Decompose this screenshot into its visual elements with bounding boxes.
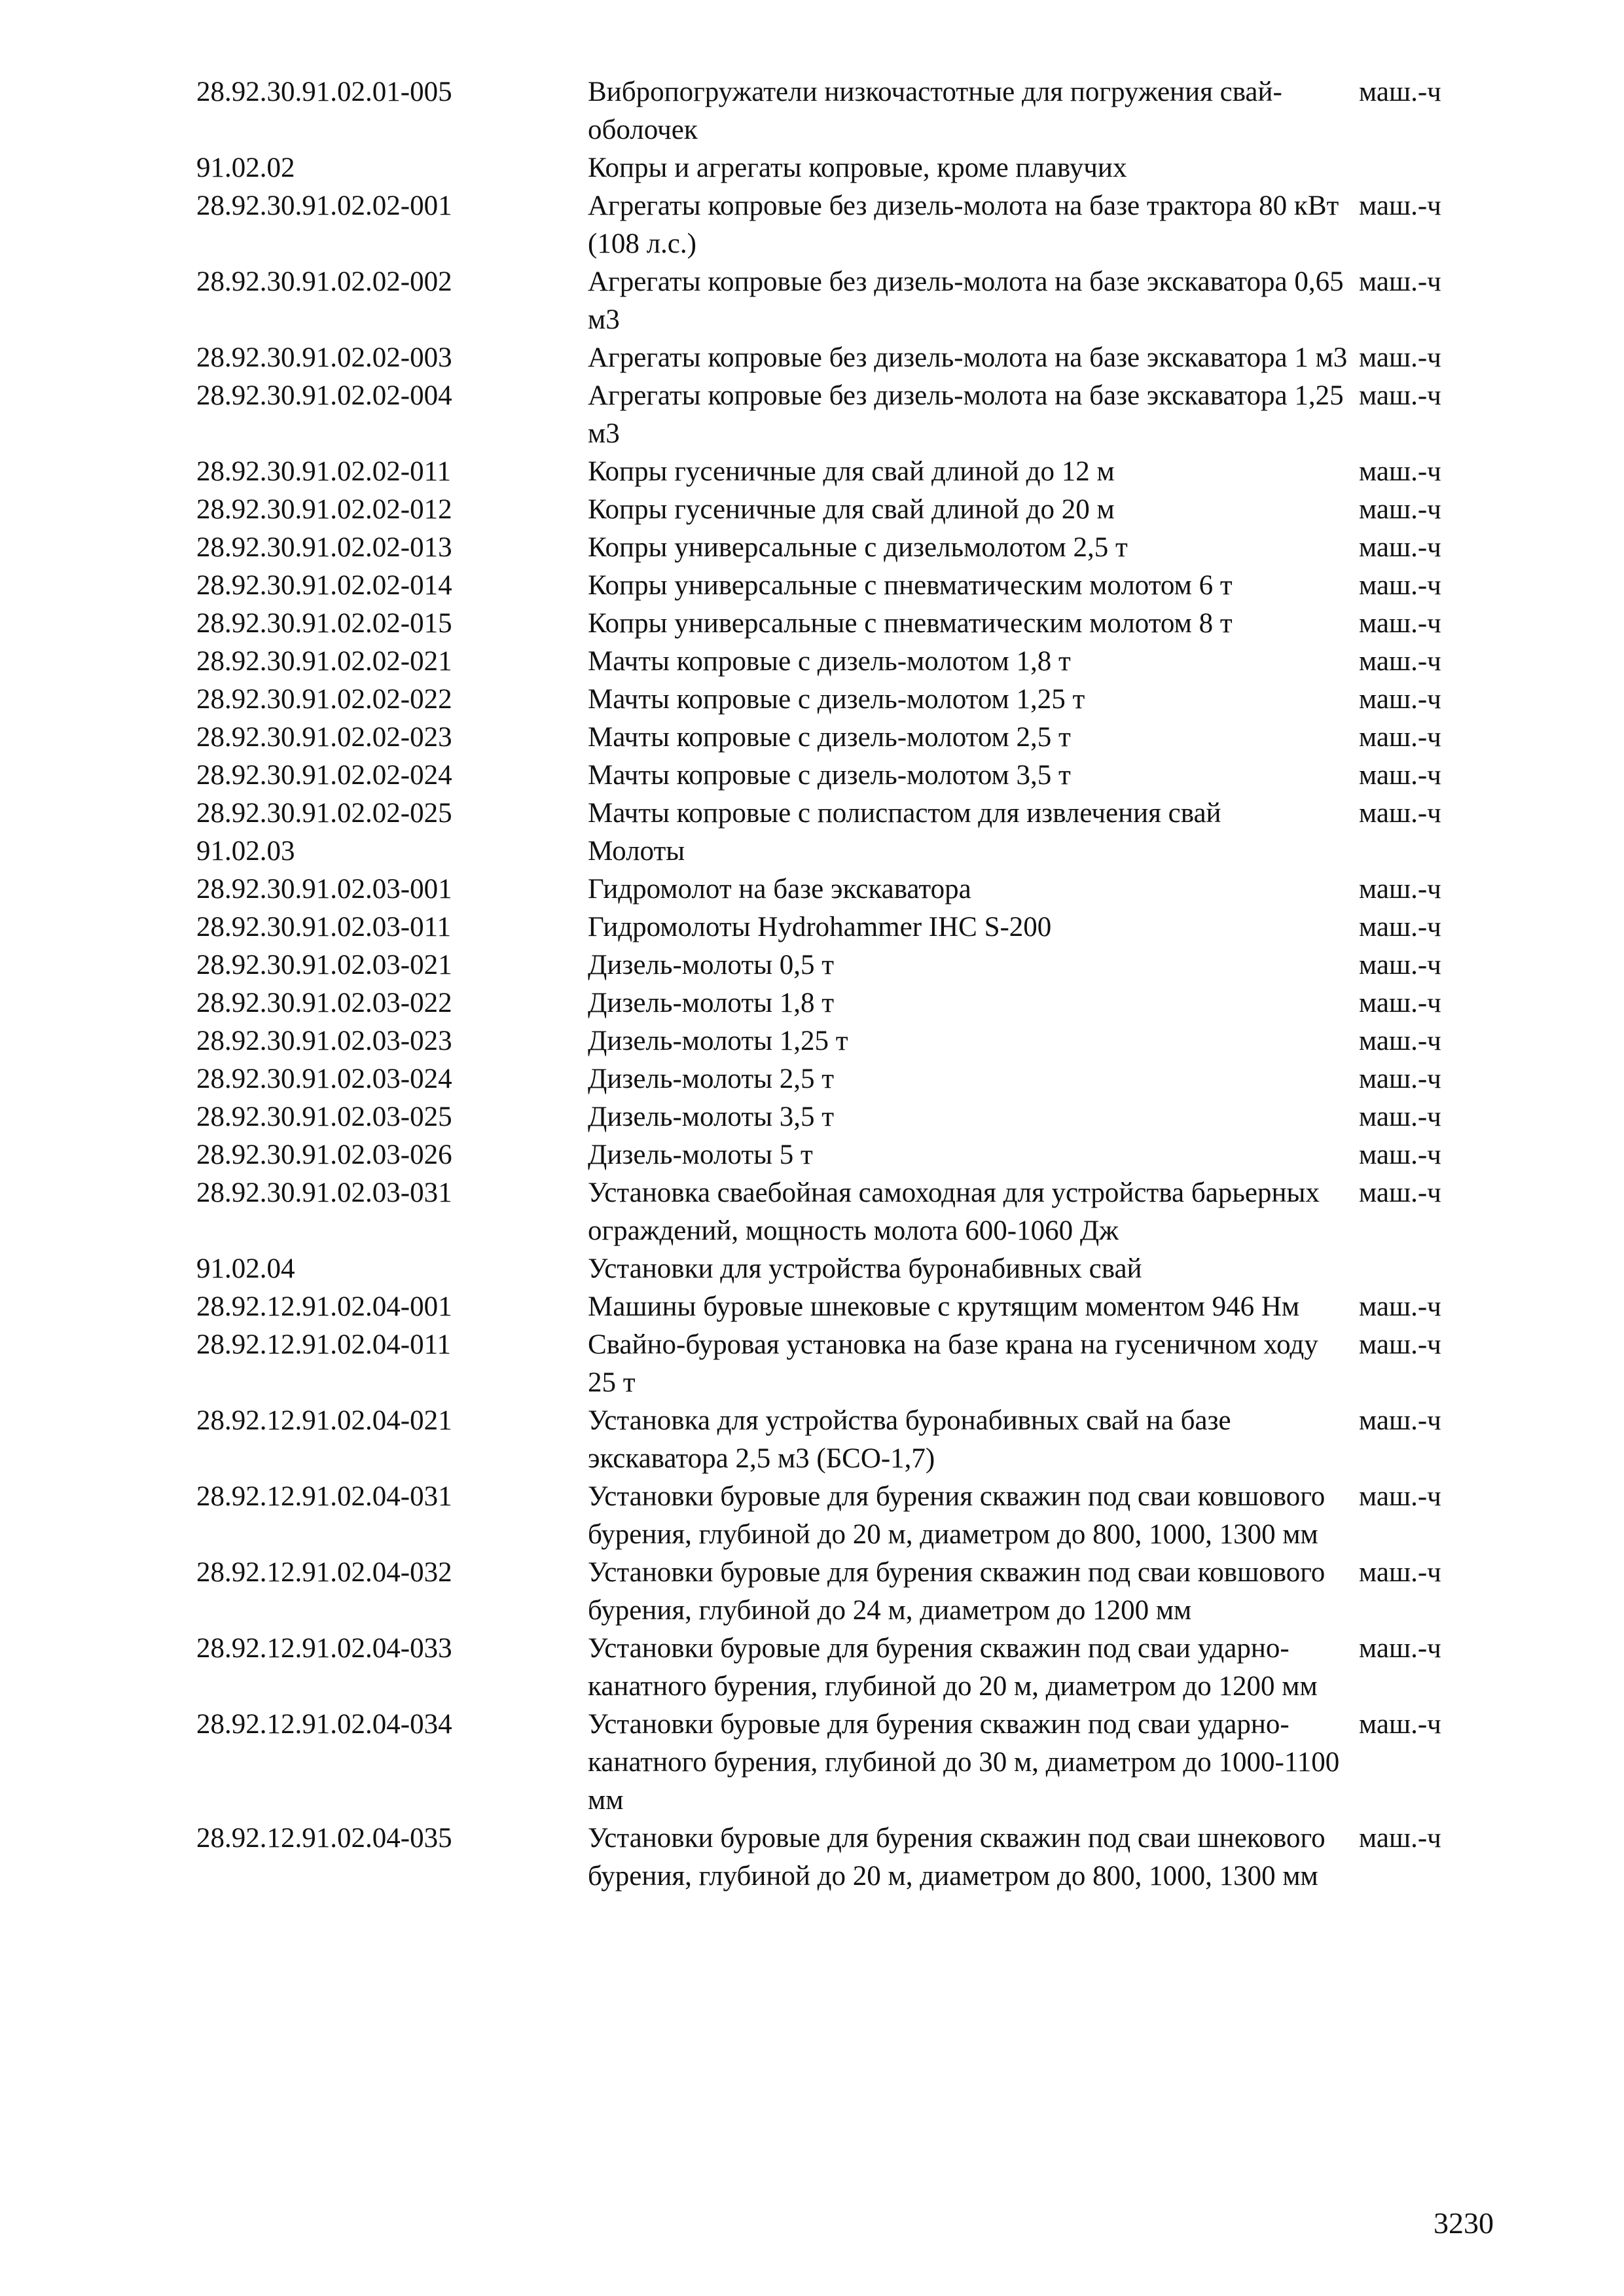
row-unit: маш.-ч xyxy=(1359,722,1441,753)
table-row xyxy=(196,491,1479,529)
row-name: Молоты xyxy=(588,836,685,867)
table-row xyxy=(196,377,1479,453)
row-unit xyxy=(1359,833,1479,870)
row-unit: маш.-ч xyxy=(1359,950,1441,980)
table-row xyxy=(196,719,1479,757)
row-unit: маш.-ч xyxy=(1359,760,1441,791)
table-row xyxy=(196,1022,1479,1060)
row-name: Мачты копровые с дизель-молотом 1,25 т xyxy=(588,684,1085,715)
row-name: Установки буровые для бурения скважин под сваи ударно-канатного бурения, глубиной до 20 м, диаметром до 1200 мм xyxy=(588,1633,1318,1702)
table-row xyxy=(196,263,1479,339)
row-code: 28.92.30.91.02.02-024 xyxy=(196,760,452,791)
row-code: 28.92.12.91.02.04-021 xyxy=(196,1405,452,1436)
table-row xyxy=(196,1706,1479,1820)
row-name: Установки буровые для бурения скважин под сваи ковшового бурения, глубиной до 24 м, диаметром до 1200 мм xyxy=(588,1557,1326,1626)
row-name: Установки для устройства буронабивных свай xyxy=(588,1253,1142,1284)
row-code: 28.92.12.91.02.04-001 xyxy=(196,1291,452,1322)
row-name: Гидромолоты Hydrohammer IHC S-200 xyxy=(588,912,1052,942)
row-code: 91.02.03 xyxy=(196,836,295,867)
row-code: 28.92.30.91.02.03-024 xyxy=(196,1064,452,1094)
row-unit: маш.-ч xyxy=(1359,1291,1441,1322)
table-row xyxy=(196,605,1479,643)
row-name: Копры универсальные с пневматическим молотом 6 т xyxy=(588,570,1233,601)
row-code: 28.92.30.91.02.02-012 xyxy=(196,494,452,525)
row-name: Мачты копровые с дизель-молотом 3,5 т xyxy=(588,760,1071,791)
row-code: 28.92.30.91.02.02-001 xyxy=(196,190,452,221)
row-code: 28.92.30.91.02.03-025 xyxy=(196,1102,452,1132)
row-code: 28.92.30.91.02.02-015 xyxy=(196,608,452,639)
row-code: 28.92.30.91.02.02-025 xyxy=(196,798,452,829)
row-code: 28.92.30.91.02.02-023 xyxy=(196,722,452,753)
table-row xyxy=(196,1326,1479,1402)
row-name: Вибропогружатели низкочастотные для погружения свай-оболочек xyxy=(588,77,1282,145)
row-code: 91.02.04 xyxy=(196,1253,295,1284)
row-unit: маш.-ч xyxy=(1359,1139,1441,1170)
row-unit: маш.-ч xyxy=(1359,1557,1441,1588)
row-name: Копры гусеничные для свай длиной до 12 м xyxy=(588,456,1115,487)
row-unit: маш.-ч xyxy=(1359,608,1441,639)
row-name: Гидромолот на базе экскаватора xyxy=(588,874,971,905)
row-name: Копры универсальные с дизельмолотом 2,5 т xyxy=(588,532,1128,563)
row-name: Установки буровые для бурения скважин под сваи ударно-канатного бурения, глубиной до 30 м, диаметром до 1000-1100 мм xyxy=(588,1709,1340,1816)
row-code: 28.92.30.91.02.01-005 xyxy=(196,77,452,107)
row-name: Установка для устройства буронабивных свай на базе экскаватора 2,5 м3 (БСО-1,7) xyxy=(588,1405,1231,1474)
row-name: Дизель-молоты 2,5 т xyxy=(588,1064,835,1094)
row-name: Установки буровые для бурения скважин под сваи ковшового бурения, глубиной до 20 м, диаметром до 800, 1000, 1300 мм xyxy=(588,1481,1326,1550)
row-code: 28.92.30.91.02.02-014 xyxy=(196,570,452,601)
row-name: Мачты копровые с полиспастом для извлечения свай xyxy=(588,798,1221,829)
table-row xyxy=(196,1060,1479,1098)
row-unit: маш.-ч xyxy=(1359,532,1441,563)
table-row xyxy=(196,643,1479,681)
row-name: Копры универсальные с пневматическим молотом 8 т xyxy=(588,608,1233,639)
row-code: 28.92.12.91.02.04-032 xyxy=(196,1557,452,1588)
row-unit: маш.-ч xyxy=(1359,342,1441,373)
row-code: 28.92.30.91.02.03-021 xyxy=(196,950,452,980)
row-code: 28.92.30.91.02.02-022 xyxy=(196,684,452,715)
table-row xyxy=(196,1288,1479,1326)
table-row xyxy=(196,1820,1479,1895)
row-unit: маш.-ч xyxy=(1359,1026,1441,1056)
row-unit xyxy=(1359,149,1479,187)
row-code: 28.92.30.91.02.02-002 xyxy=(196,266,452,297)
row-unit: маш.-ч xyxy=(1359,1633,1441,1664)
row-unit: маш.-ч xyxy=(1359,1102,1441,1132)
row-code: 28.92.30.91.02.02-011 xyxy=(196,456,451,487)
row-code: 28.92.30.91.02.02-003 xyxy=(196,342,452,373)
row-name: Дизель-молоты 3,5 т xyxy=(588,1102,835,1132)
table-row xyxy=(196,453,1479,491)
row-unit: маш.-ч xyxy=(1359,684,1441,715)
row-unit: маш.-ч xyxy=(1359,77,1441,107)
row-unit: маш.-ч xyxy=(1359,190,1441,221)
row-name: Агрегаты копровые без дизель-молота на базе экскаватора 1 м3 xyxy=(588,342,1348,373)
table-row xyxy=(196,187,1479,263)
table-row xyxy=(196,339,1479,377)
row-code: 91.02.02 xyxy=(196,152,295,183)
row-code: 28.92.30.91.02.03-031 xyxy=(196,1177,452,1208)
row-code: 28.92.12.91.02.04-034 xyxy=(196,1709,452,1740)
table-row xyxy=(196,1478,1479,1554)
row-name: Мачты копровые с дизель-молотом 1,8 т xyxy=(588,646,1071,677)
row-unit: маш.-ч xyxy=(1359,646,1441,677)
row-code: 28.92.12.91.02.04-011 xyxy=(196,1329,451,1360)
table-row xyxy=(196,984,1479,1022)
row-name: Копры гусеничные для свай длиной до 20 м xyxy=(588,494,1115,525)
row-unit: маш.-ч xyxy=(1359,1405,1441,1436)
row-name: Установка сваебойная самоходная для устройства барьерных ограждений, мощность молота 600-1060 Дж xyxy=(588,1177,1320,1246)
row-name: Машины буровые шнековые с крутящим моментом 946 Нм xyxy=(588,1291,1300,1322)
row-unit: маш.-ч xyxy=(1359,570,1441,601)
row-name: Дизель-молоты 5 т xyxy=(588,1139,813,1170)
row-unit: маш.-ч xyxy=(1359,456,1441,487)
row-code: 28.92.30.91.02.03-011 xyxy=(196,912,451,942)
table-row xyxy=(196,1136,1479,1174)
row-name: Мачты копровые с дизель-молотом 2,5 т xyxy=(588,722,1071,753)
page-number: 3230 xyxy=(1434,2206,1494,2240)
table-row xyxy=(196,681,1479,719)
row-unit: маш.-ч xyxy=(1359,1064,1441,1094)
row-unit: маш.-ч xyxy=(1359,1481,1441,1512)
row-code: 28.92.30.91.02.02-021 xyxy=(196,646,452,677)
row-unit: маш.-ч xyxy=(1359,266,1441,297)
table-row xyxy=(196,870,1479,908)
table-row xyxy=(196,1554,1479,1630)
row-code: 28.92.30.91.02.03-023 xyxy=(196,1026,452,1056)
table-row xyxy=(196,73,1479,149)
row-name: Дизель-молоты 0,5 т xyxy=(588,950,835,980)
section-header-row xyxy=(196,1250,1479,1288)
table-row xyxy=(196,567,1479,605)
row-name: Дизель-молоты 1,8 т xyxy=(588,988,835,1018)
row-code: 28.92.30.91.02.03-022 xyxy=(196,988,452,1018)
table-row xyxy=(196,1402,1479,1478)
row-code: 28.92.12.91.02.04-035 xyxy=(196,1823,452,1854)
table-row xyxy=(196,795,1479,833)
row-code: 28.92.30.91.02.02-013 xyxy=(196,532,452,563)
row-code: 28.92.30.91.02.03-001 xyxy=(196,874,452,905)
table-row xyxy=(196,1174,1479,1250)
row-unit: маш.-ч xyxy=(1359,912,1441,942)
table-row xyxy=(196,908,1479,946)
row-name: Копры и агрегаты копровые, кроме плавучих xyxy=(588,152,1127,183)
row-unit: маш.-ч xyxy=(1359,1329,1441,1360)
table-row xyxy=(196,946,1479,984)
row-name: Свайно-буровая установка на базе крана на гусеничном ходу 25 т xyxy=(588,1329,1318,1398)
row-unit: маш.-ч xyxy=(1359,494,1441,525)
row-unit: маш.-ч xyxy=(1359,1823,1441,1854)
table-row xyxy=(196,1630,1479,1706)
section-header-row xyxy=(196,833,1479,870)
row-unit: маш.-ч xyxy=(1359,798,1441,829)
row-unit: маш.-ч xyxy=(1359,874,1441,905)
resource-table xyxy=(196,73,1479,1895)
row-unit: маш.-ч xyxy=(1359,1709,1441,1740)
table-row xyxy=(196,529,1479,567)
row-name: Агрегаты копровые без дизель-молота на базе трактора 80 кВт (108 л.с.) xyxy=(588,190,1339,259)
row-code: 28.92.12.91.02.04-031 xyxy=(196,1481,452,1512)
row-unit: маш.-ч xyxy=(1359,380,1441,411)
row-unit: маш.-ч xyxy=(1359,988,1441,1018)
row-code: 28.92.30.91.02.02-004 xyxy=(196,380,452,411)
row-name: Агрегаты копровые без дизель-молота на базе экскаватора 1,25 м3 xyxy=(588,380,1344,449)
row-name: Установки буровые для бурения скважин под сваи шнекового бурения, глубиной до 20 м, диаметром до 800, 1000, 1300 мм xyxy=(588,1823,1326,1892)
row-code: 28.92.30.91.02.03-026 xyxy=(196,1139,452,1170)
row-code: 28.92.12.91.02.04-033 xyxy=(196,1633,452,1664)
section-header-row xyxy=(196,149,1479,187)
row-unit: маш.-ч xyxy=(1359,1177,1441,1208)
table-row xyxy=(196,1098,1479,1136)
row-name: Дизель-молоты 1,25 т xyxy=(588,1026,848,1056)
row-unit xyxy=(1359,1250,1479,1288)
row-name: Агрегаты копровые без дизель-молота на базе экскаватора 0,65 м3 xyxy=(588,266,1344,335)
table-row xyxy=(196,757,1479,795)
